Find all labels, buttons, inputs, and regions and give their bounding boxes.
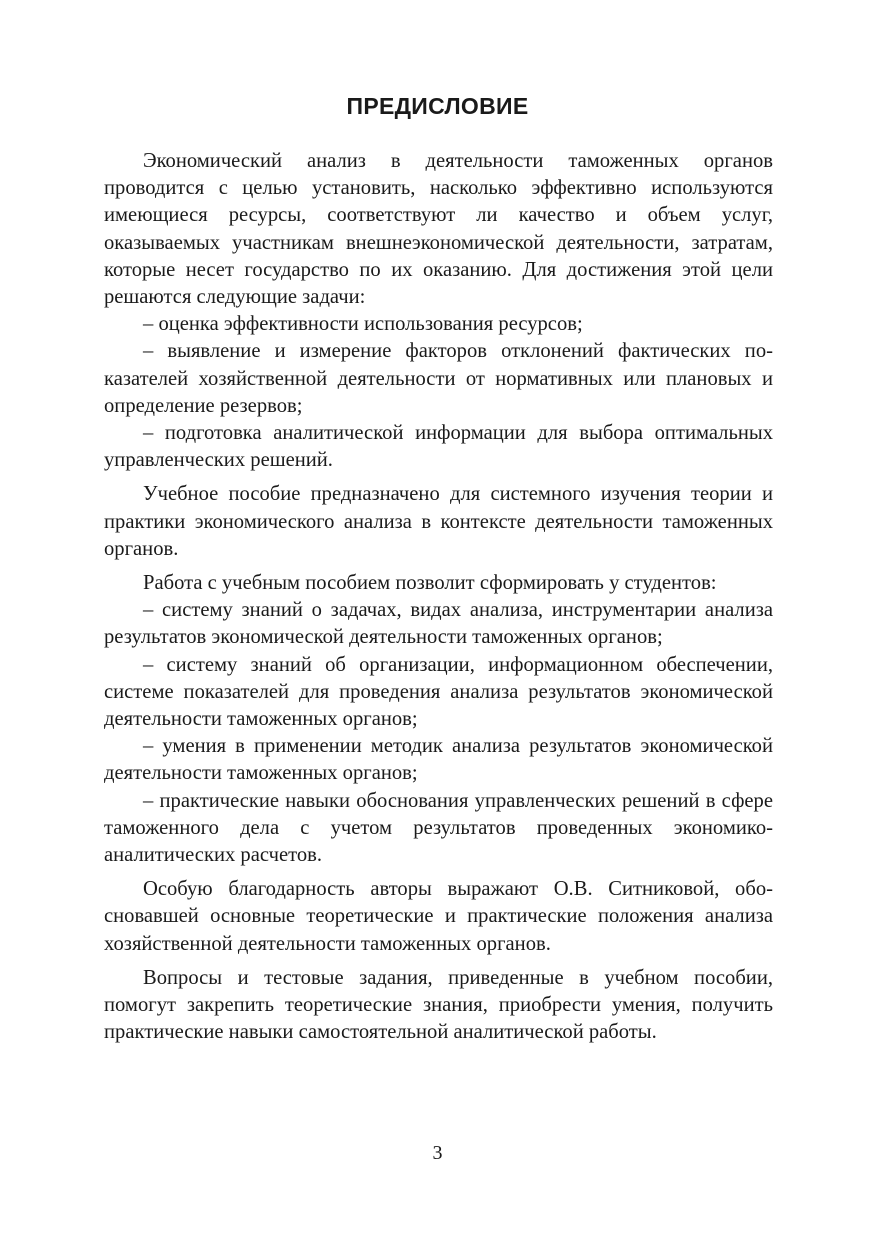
list-item-outcome: – систему знаний об организации, информационном обеспечении, системе показателей для проведения анализа результатов экономической деятельности таможенных органов;	[104, 653, 773, 731]
page-number: 3	[432, 1142, 443, 1164]
paragraph-questions: Вопросы и тестовые задания, приведенные в учебном пособии, помогут закрепить теоретические знания, приобрести умения, получить практические навыки самостоятельной аналитической работы.	[104, 966, 773, 1044]
list-item-outcome: – умения в применении методик анализа результатов экономической деятельности таможенных органов;	[104, 735, 773, 785]
paragraph-purpose: Учебное пособие предназначено для системного изучения теории и практики экономического анализа в контексте деятельности таможенных органов.	[104, 483, 773, 560]
paragraph-outcomes: Работа с учебным пособием позволит сформировать у студентов:	[143, 572, 717, 595]
paragraph-acknowledgement: Особую благодарность авторы выражают О.В. Ситниковой, обосновавшей основные теоретические и практические положения анализа хозяйственной деятельности таможенных органов.	[104, 878, 773, 955]
list-item-outcome: – практические навыки обоснования управленческих решений в сфере таможенного дела с учетом результатов проведенных экономико-аналитических расчетов.	[104, 789, 773, 867]
list-item-task: – выявление и измерение факторов отклонений фактических показателей хозяйственной деятельности от нормативных или плановых и определение резервов;	[104, 340, 773, 417]
list-item-task: – подготовка аналитической информации для выбора оптимальных управленческих решений.	[104, 422, 773, 472]
list-item-task: – оценка эффективности использования ресурсов;	[143, 313, 583, 336]
paragraph-intro: Экономический анализ в деятельности таможенных органов проводится с целью установить, насколько эффективно используются имеющиеся ресурсы, соответствуют ли качество и объем услуг, оказываемых участникам внешнеэкономической деятельности, затратам, которые несет государство по их оказанию. Для достижения этой цели решаются следующие задачи:	[104, 150, 773, 309]
list-item-outcome: – систему знаний о задачах, видах анализа, инструментарии анализа результатов экономической деятельности таможенных органов;	[104, 599, 773, 649]
preface-body	[104, 148, 773, 1047]
page-title: ПРЕДИСЛОВИЕ	[346, 93, 529, 119]
